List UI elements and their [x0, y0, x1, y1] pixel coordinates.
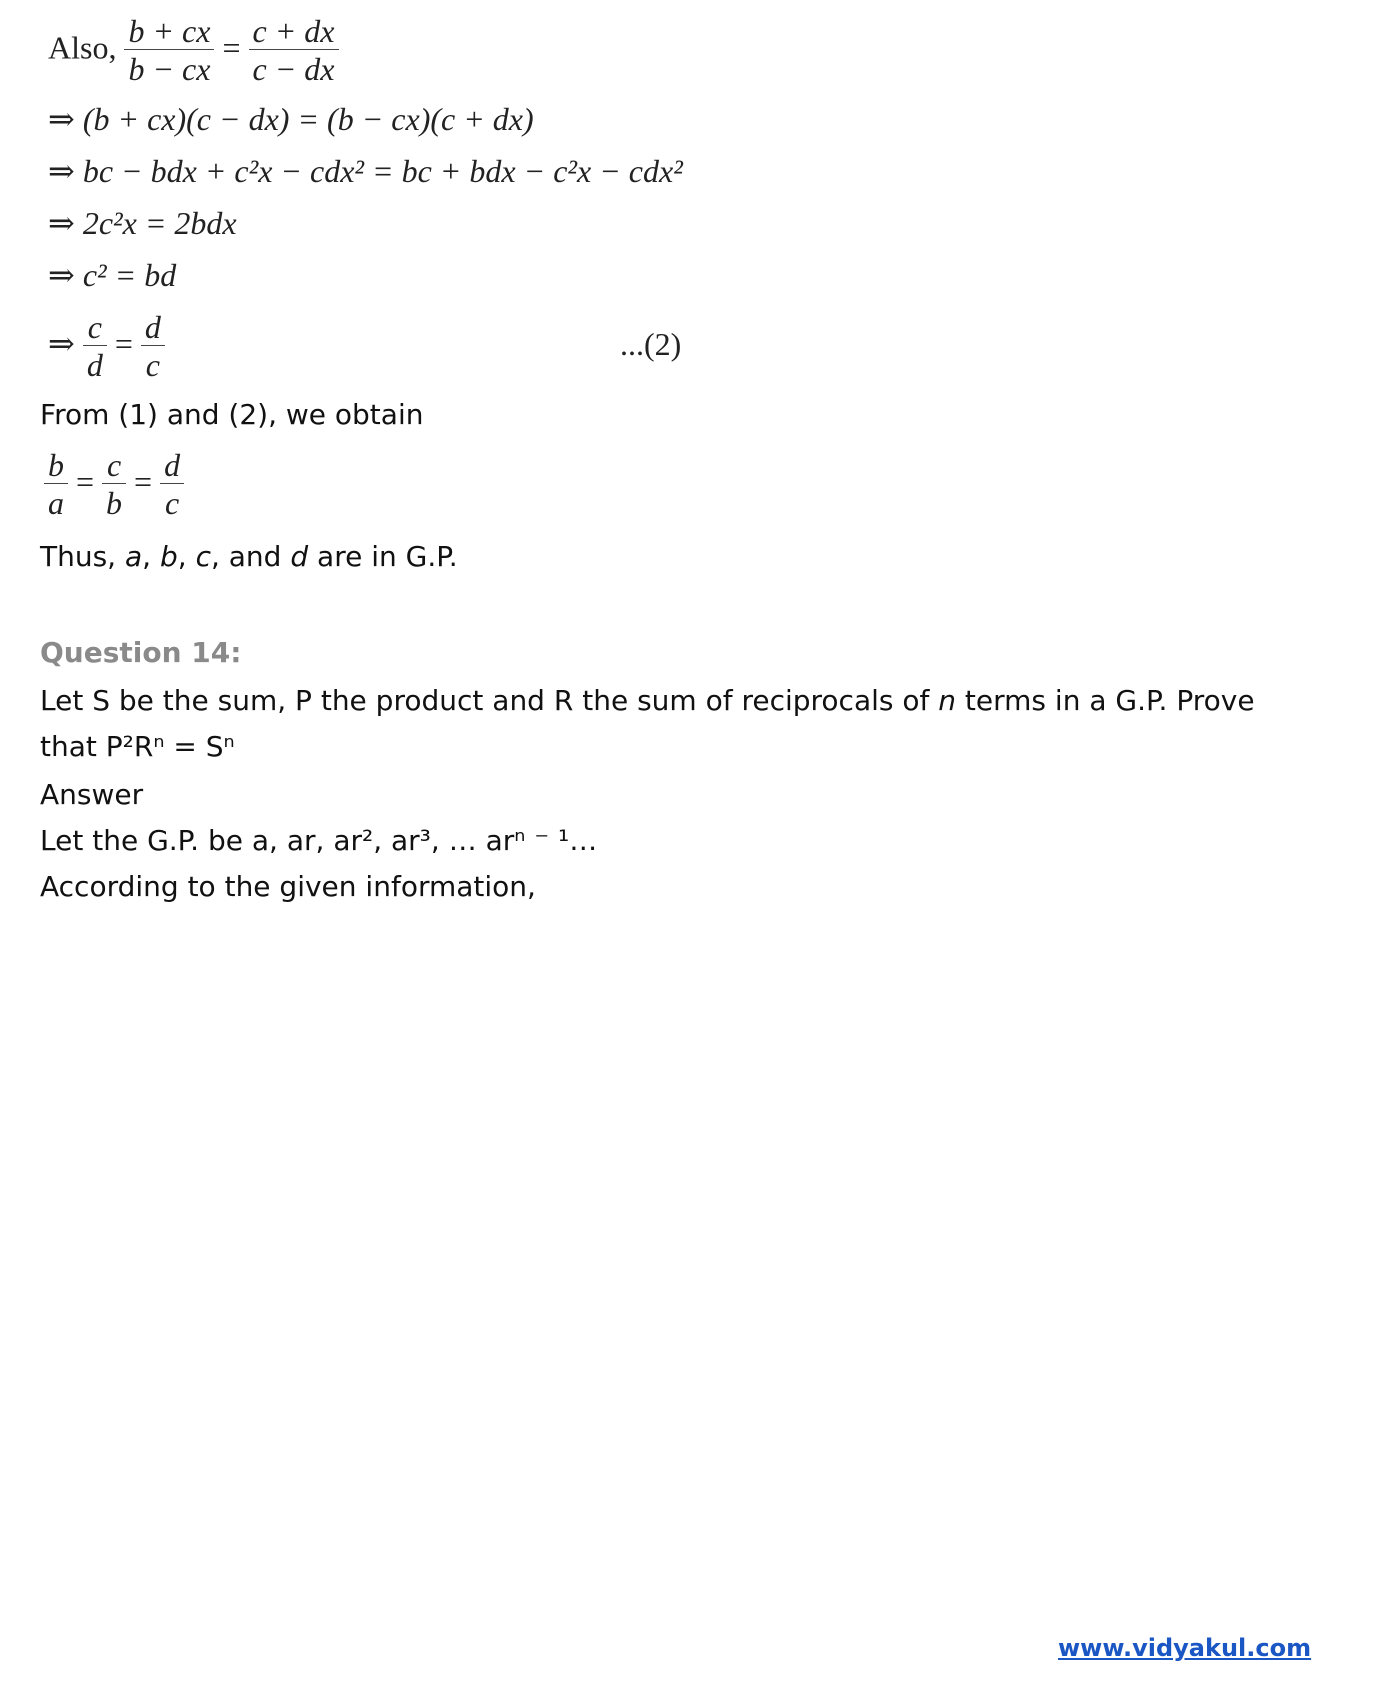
also-label: Also,: [48, 29, 117, 66]
fraction-c-over-d: $\frac{c}{d}$: [83, 310, 107, 385]
fraction-lhs: [124, 14, 214, 89]
thus-text: Thus, a, b, c, and d are in G.P.: [40, 540, 458, 573]
equation-tag-2: ...(2): [620, 326, 682, 362]
fraction-lhs-denominator: b − cx: [128, 51, 211, 88]
fraction-rhs: [249, 14, 339, 89]
equation-line-3: ⇒ bc − bdx + c²x − cdx² = bc + bdx − c²x − cdx²: [48, 153, 683, 189]
fraction-b-over-a: $\frac{b}{a}$: [44, 448, 68, 523]
equation-ratio-equality: Also, $\frac{b + cx}{b - cx}$ = $\frac{c + dx}{c - dx}$: [48, 14, 339, 89]
according-text: According to the given information,: [40, 870, 536, 903]
equation-gp-ratios: $\frac{b}{a}$ = $\frac{c}{b}$ = $\frac{d}{c}$: [44, 448, 184, 523]
question-line-2: that P²Rⁿ = Sⁿ: [40, 730, 235, 763]
fraction-rhs-numerator: c + dx: [249, 14, 339, 50]
equation-line-5: ⇒ c² = bd: [48, 257, 177, 293]
equation-line-4: ⇒ 2c²x = 2bdx: [48, 205, 237, 241]
equation-line-2: ⇒ (b + cx)(c − dx) = (b − cx)(c + dx): [48, 101, 534, 137]
equation-line-6: ⇒ $\frac{c}{d}$ = $\frac{d}{c}$: [48, 310, 165, 385]
footer-website-link[interactable]: www.vidyakul.com: [1058, 1634, 1312, 1662]
fraction-lhs-numerator: b + cx: [124, 14, 214, 50]
fraction-c-over-b: $\frac{c}{b}$: [102, 448, 126, 523]
implies-arrow: ⇒: [48, 325, 75, 362]
question-line-1: Let S be the sum, P the product and R the sum of reciprocals of n terms in a G.P. Prove: [40, 684, 1255, 717]
answer-label: Answer: [40, 778, 144, 811]
question-label: Question 14:: [40, 636, 242, 669]
fraction-d-over-c-2: $\frac{d}{c}$: [160, 448, 184, 523]
fraction-rhs-denominator: c − dx: [252, 51, 335, 88]
fraction-d-over-c: $\frac{d}{c}$: [141, 310, 165, 385]
from-text: From (1) and (2), we obtain: [40, 398, 424, 431]
gp-definition: Let the G.P. be a, ar, ar², ar³, … arⁿ ⁻ ¹…: [40, 824, 598, 857]
